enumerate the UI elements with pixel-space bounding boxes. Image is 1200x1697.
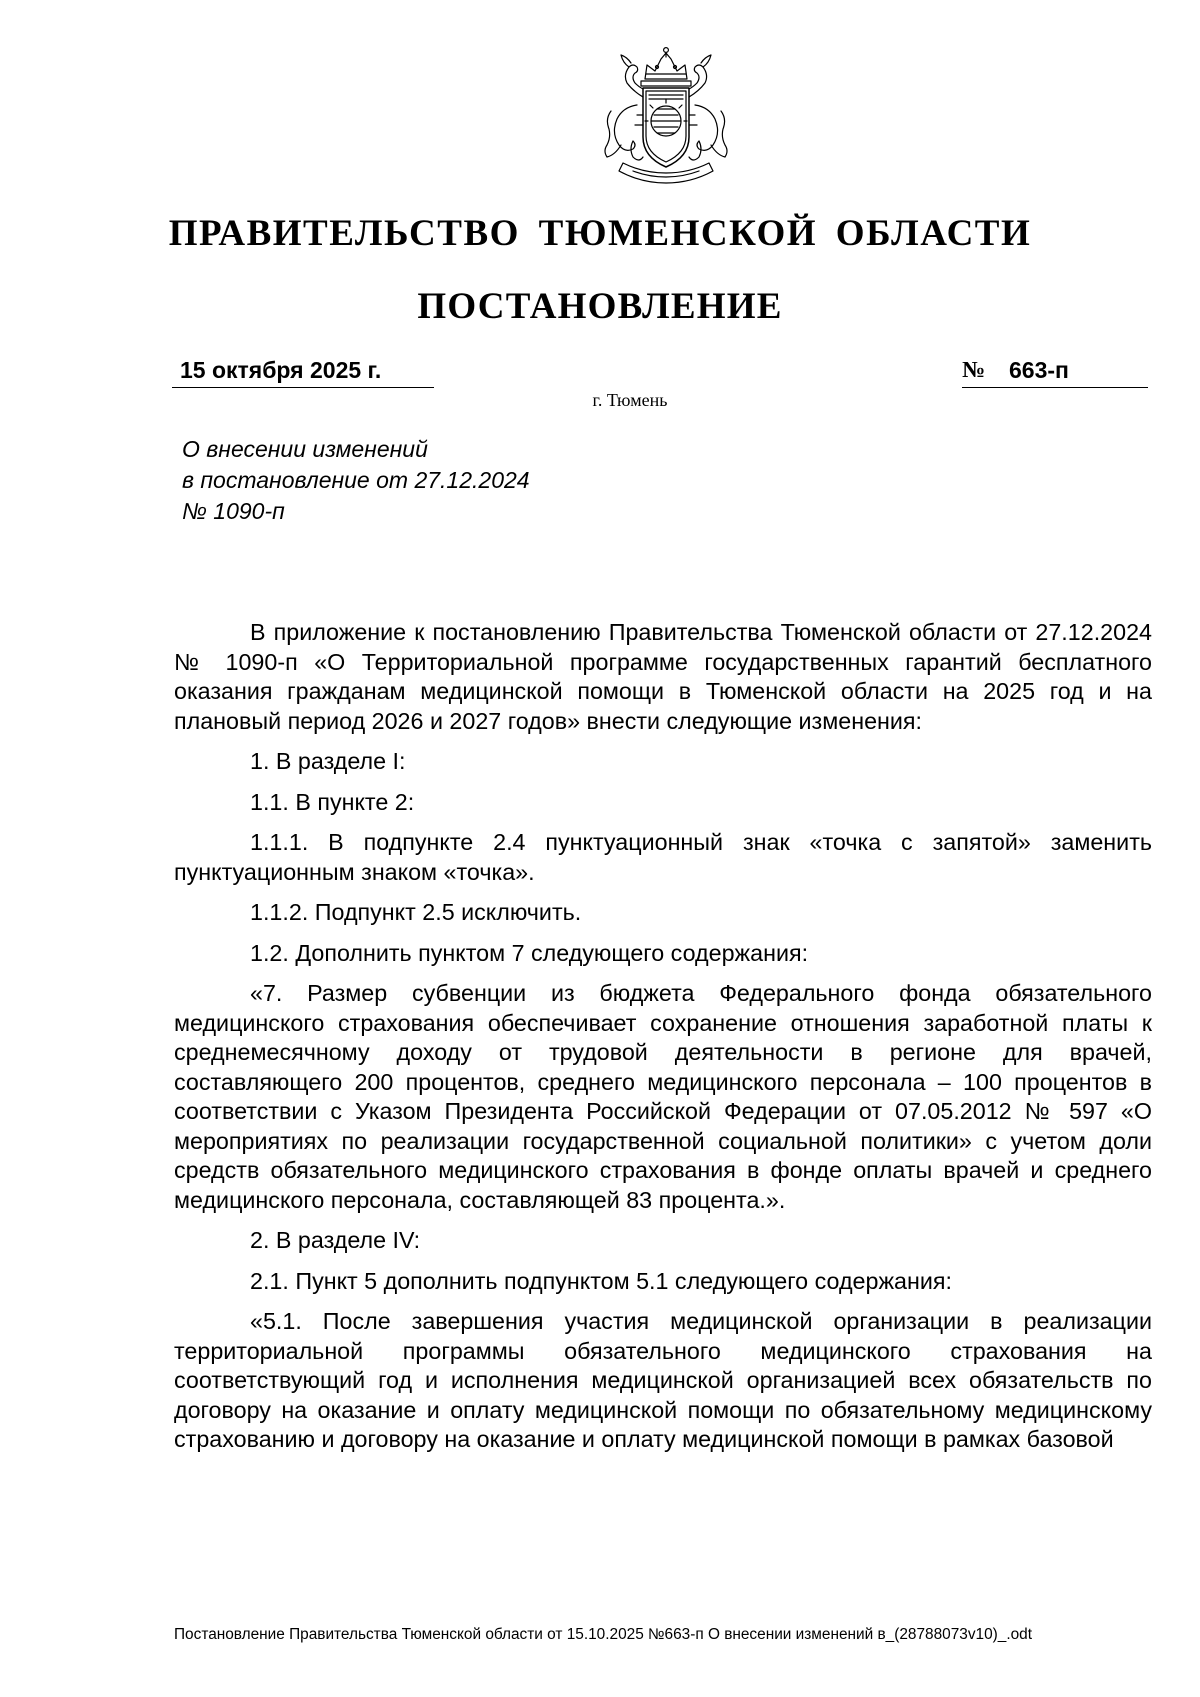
coat-of-arms-emblem xyxy=(593,45,739,187)
number-sign: № xyxy=(962,357,986,382)
document-subject xyxy=(182,434,702,527)
city: г. Тюмень xyxy=(592,390,668,410)
body-paragraph: 1.1. В пункте 2: xyxy=(250,788,415,815)
document-type: ПОСТАНОВЛЕНИЕ xyxy=(417,286,783,327)
subject-line: О внесении изменений xyxy=(182,436,428,462)
body-paragraph: «5.1. После завершения участия медицинской организации в реализации территориальной программы обязательного медицинского страхования на соответствующий год и исполнения медицинской организацией всех обязательств по договору на оказание и оплату медицинской помощи по обязательному медицинскому страхованию и договору на оказание и оплату медицинской помощи в рамках базовой xyxy=(174,1308,1152,1452)
subject-line: № 1090-п xyxy=(182,498,285,524)
document-date: 15 октября 2025 г. xyxy=(180,357,382,383)
body-paragraph: 1.1.2. Подпункт 2.5 исключить. xyxy=(250,899,582,925)
body-paragraph: 2. В разделе IV: xyxy=(250,1227,421,1253)
body-paragraph: 1.1.1. В подпункте 2.4 пунктуационный знак «точка с запятой» заменить пунктуационным знаком «точка». xyxy=(174,829,1152,885)
document-body xyxy=(174,618,1152,1455)
footer-filename: Постановление Правительства Тюменской области от 15.10.2025 №663-п О внесении изменений в_(28788073v10)_.odt xyxy=(174,1626,1032,1643)
document-number-field xyxy=(962,357,1148,388)
body-paragraph: 1.2. Дополнить пунктом 7 следующего содержания: xyxy=(250,939,809,966)
body-paragraph: «7. Размер субвенции из бюджета Федерального фонда обязательного медицинского страхования обеспечивает сохранение отношения заработной платы к среднемесячному доходу от трудовой деятельности в регионе для врачей, составляющего 200 процентов, среднего медицинского персонала – 100 процентов в соответствии с Указом Президента Российской Федерации от 07.05.2012 № 597 «О мероприятиях по реализации государственной социальной политики» с учетом доли средств обязательного медицинского страхования в фонде оплаты врачей и среднего медицинского персонала, составляющей 83 процента.». xyxy=(174,980,1152,1213)
government-name: ПРАВИТЕЛЬСТВО ТЮМЕНСКОЙ ОБЛАСТИ xyxy=(168,213,1032,254)
document-date-field xyxy=(172,357,434,388)
body-paragraph: В приложение к постановлению Правительства Тюменской области от 27.12.2024 № 1090-п «О Территориальной программе государственных гарантий бесплатного оказания гражданам медицинской помощи в Тюменской области на 2025 год и на плановый период 2026 и 2027 годов» внести следующие изменения: xyxy=(174,619,1152,734)
body-paragraph: 1. В разделе I: xyxy=(250,748,406,774)
subject-line: в постановление от 27.12.2024 xyxy=(182,467,530,493)
body-paragraph: 2.1. Пункт 5 дополнить подпунктом 5.1 следующего содержания: xyxy=(250,1267,952,1294)
document-number: 663-п xyxy=(1009,357,1069,383)
